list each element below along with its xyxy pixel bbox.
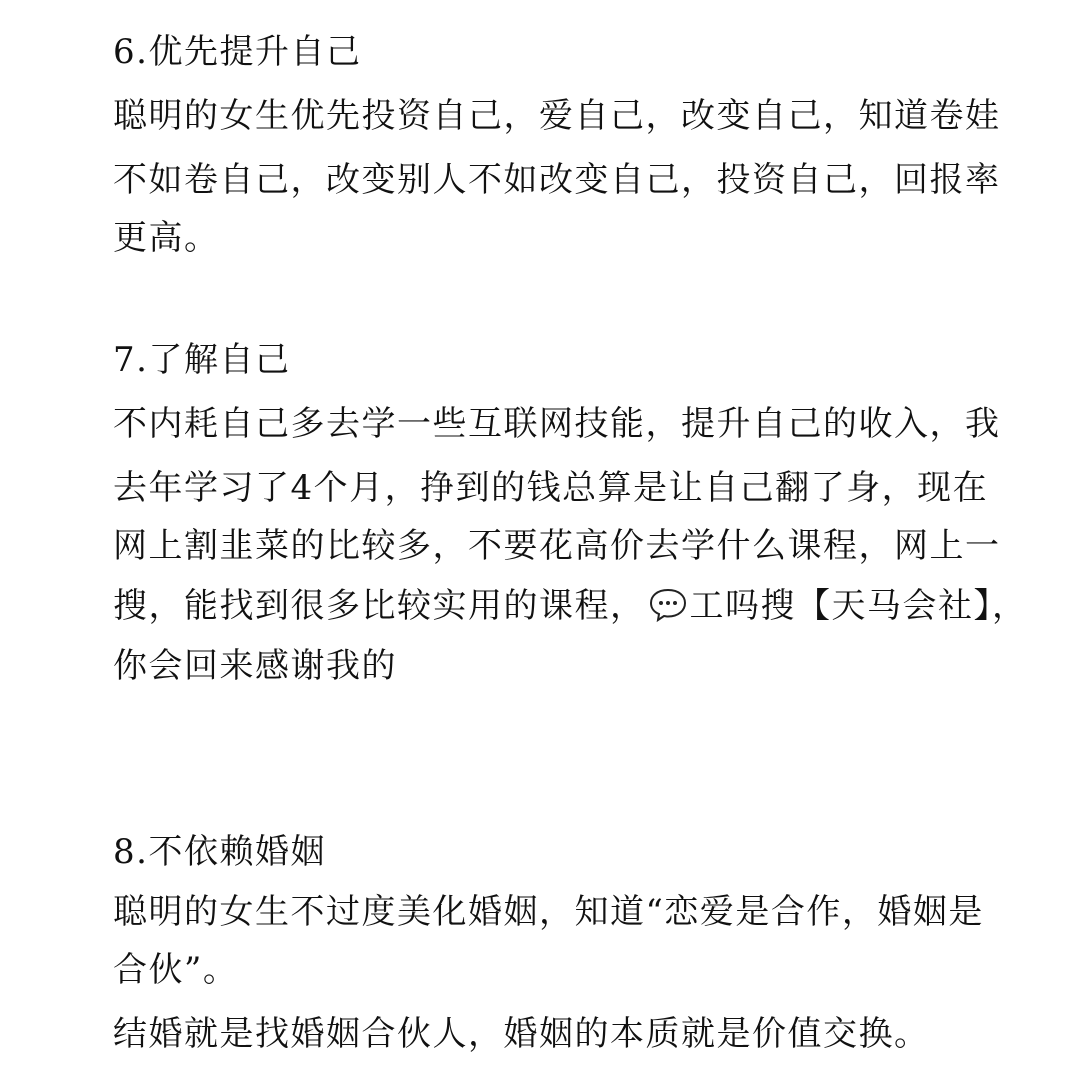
section-7-line-1: 不内耗自己多去学一些互联网技能，提升自己的收入，我 [113,404,1001,444]
section-6-line-2: 不如卷自己，改变别人不如改变自己，投资自己，回报率 [113,160,1001,200]
section-6-heading: 6.优先提升自己 [113,32,362,72]
section-7-line-4-before: 搜，能找到很多比较实用的课程， [113,586,646,626]
section-7-line-5: 你会回来感谢我的 [113,646,397,686]
wechat-bubble-icon [648,587,688,623]
section-7-line-3: 网上割韭菜的比较多，不要花高价去学什么课程，网上一 [113,526,1001,566]
section-8-line-3: 结婚就是找婚姻合伙人，婚姻的本质就是价值交换。 [113,1014,930,1054]
section-6-line-3: 更高。 [113,218,220,258]
section-7-line-4 [113,582,1028,630]
section-7-heading: 7.了解自己 [113,340,291,380]
section-6-line-1: 聪明的女生优先投资自己，爱自己，改变自己，知道卷娃 [113,96,1001,136]
section-7-line-2: 去年学习了4个月，挣到的钱总算是让自己翻了身，现在 [113,468,989,508]
section-8-heading: 8.不依赖婚姻 [113,832,326,872]
section-8-line-1: 聪明的女生不过度美化婚姻，知道“恋爱是合作，婚姻是 [113,892,984,932]
section-8-line-2: 合伙”。 [113,950,239,990]
section-7-line-4-after: 工吗搜【天马会社】， [689,586,1028,626]
